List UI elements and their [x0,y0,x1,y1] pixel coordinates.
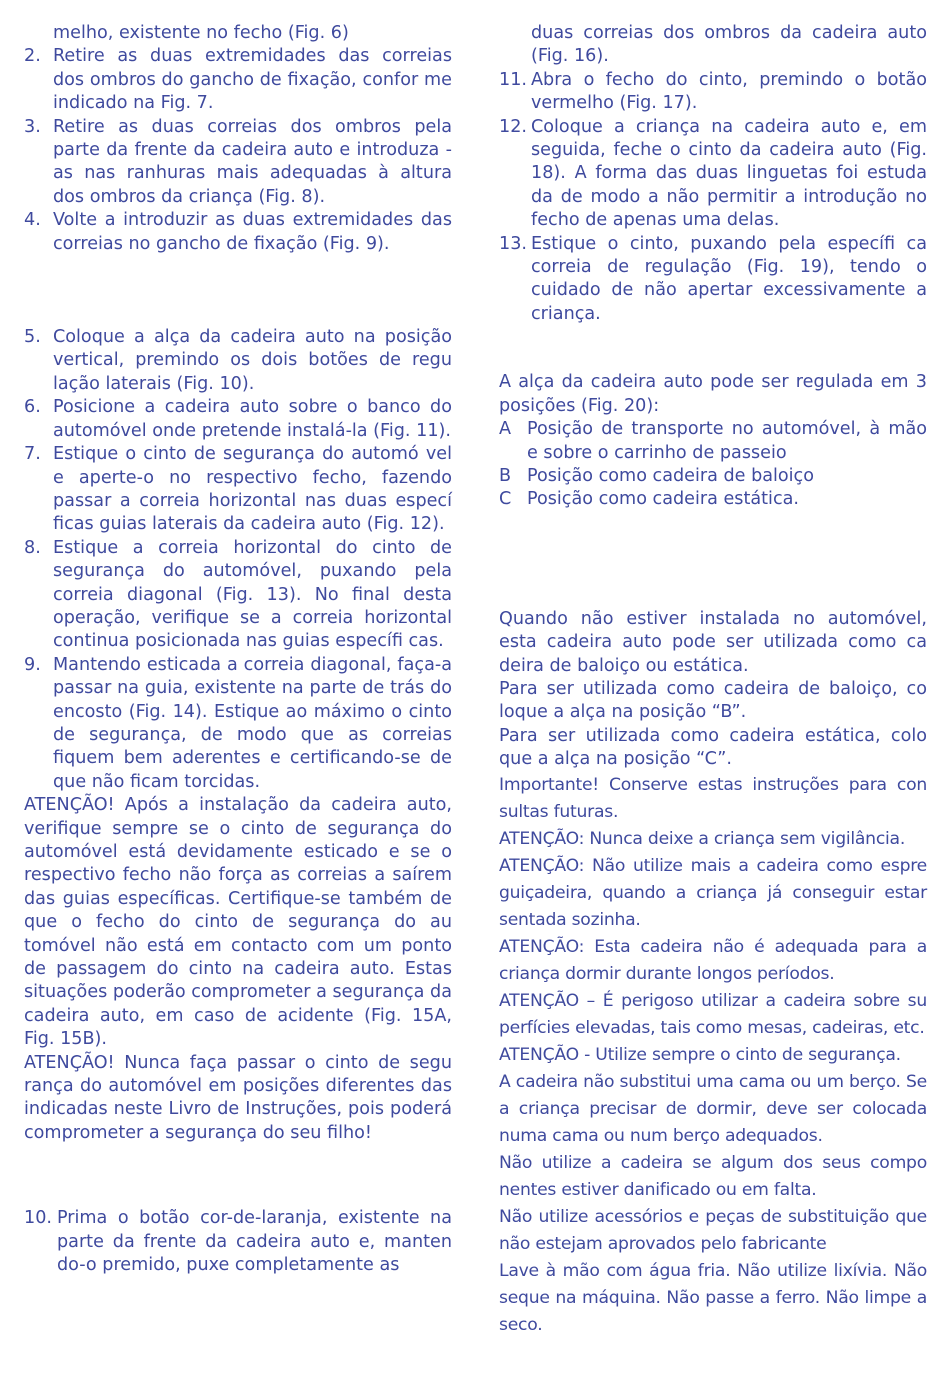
warning-paragraph: ATENÇÃO! Após a instalação da cadeira auto, verifique sempre se o cinto de segurança do automóvel está devidamente esticado e se o respectivo fecho não força as correias a saírem das guias específicas. Certifique-se também de que o fecho do cinto de segurança do au tomóvel não está em contacto com um ponto de passagem do cinto na cadeira auto. Estas situações poderão comprometer a segurança da cadeira auto, em caso de acidente (Fig. 15A, Fig. 15B). [24,795,452,1050]
list-item [24,1207,452,1277]
list-item [24,209,452,256]
list-item [24,45,452,115]
left-column [24,22,452,1278]
item-text: Prima o botão cor-de-laranja, existente na parte da frente da cadeira auto e, manten do-o premido, puxe completamente as [57,1208,452,1276]
item-text: Posicione a cadeira auto sobre o banco do automóvel onde pretende instalá-la (Fig. 11). [53,397,452,441]
item-number: 11. [499,69,527,90]
warning-line: ATENÇÃO: Nunca deixe a criança sem vigilância. [499,828,906,849]
item-text: Retire as duas correias dos ombros pela parte da frente da cadeira auto e introduza -as nas ranhuras mais adequadas à altura dos ombros da criança (Fig. 8). [53,116,452,207]
item-number: 2. [24,46,41,67]
item-text: Abra o fecho do cinto, premindo o botão vermelho (Fig. 17). [531,69,927,114]
warning-paragraph: ATENÇÃO! Nunca faça passar o cinto de segu rança do automóvel em posições diferentes das indicadas neste Livro de Instruções, pois poderá comprometer a segurança do seu filho! [24,1052,452,1143]
item-number: 10. [24,1208,52,1229]
item-number: 9. [24,654,41,675]
usage-paragraph: Para ser utilizada como cadeira de baloiço, co loque a alça na posição “B”. [499,678,927,723]
list-item [24,443,452,537]
continued-text: duas correias dos ombros da cadeira auto (Fig. 16). [531,23,927,67]
usage-paragraph: Para ser utilizada como cadeira estática, colo que a alça na posição “C”. [499,725,927,770]
position-item [499,465,927,488]
spacer [24,1145,452,1207]
position-text: Posição de transporte no automóvel, à mão e sobre o carrinho de passeio [527,419,927,463]
position-letter: B [499,465,512,486]
warning-line: Importante! Conserve estas instruções para con sultas futuras. [499,774,927,822]
spacer [499,512,927,608]
continued-text: melho, existente no fecho (Fig. 6) [53,23,349,43]
list-item [24,537,452,654]
position-item [499,488,927,511]
list-item [499,69,927,116]
item-text: Mantendo esticada a correia diagonal, faça-a passar na guia, existente na parte de trás do encosto (Fig. 14). Estique ao máximo o cinto de segurança, de modo que as correias fiquem bem aderentes e certificando-se de que não ficam torcidas. [53,654,452,792]
item-number: 5. [24,327,41,348]
list-item [24,654,452,794]
item-number: 13. [499,233,527,254]
warning-line: ATENÇÃO: Não utilize mais a cadeira como espre guiçadeira, quando a criança já conseguir estar sentada sozinha. [499,855,927,930]
list-item [499,116,927,233]
position-text: Posição como cadeira estática. [527,489,799,510]
list-item [24,116,452,210]
spacer [499,326,927,371]
item-text: Retire as duas extremidades das correias dos ombros do gancho de fixação, confor me indicado na Fig. 7. [53,46,452,114]
item-number: 7. [24,444,41,465]
warning-line: A cadeira não substitui uma cama ou um berço. Se a criança precisar de dormir, deve ser colocada numa cama ou num berço adequados. [499,1071,927,1146]
position-letter: C [499,489,512,510]
item-text: Coloque a alça da cadeira auto na posição vertical, premindo os dois botões de regu lação laterais (Fig. 10). [53,327,452,394]
item-text: Coloque a criança na cadeira auto e, em seguida, feche o cinto da cadeira auto (Fig. 18). A forma das duas linguetas foi estuda da de modo a não permitir a introdução no fecho de apenas uma delas. [531,116,927,231]
list-item [24,396,452,443]
item-number: 8. [24,537,41,558]
item-text: Estique o cinto, puxando pela específi ca correia de regulação (Fig. 19), tendo o cuidado de não apertar excessivamente a criança. [531,233,927,324]
list-item [24,326,452,396]
right-column [499,22,927,1339]
handle-intro: A alça da cadeira auto pode ser regulada em 3 posições (Fig. 20): [499,372,927,416]
item-number: 12. [499,116,527,137]
spacer [24,256,452,326]
list-item [499,233,927,327]
warning-line: ATENÇÃO – É perigoso utilizar a cadeira sobre su perfícies elevadas, tais como mesas, cadeiras, etc. [499,990,927,1038]
item-number: 3. [24,116,41,137]
warning-line: ATENÇÃO: Esta cadeira não é adequada para a criança dormir durante longos períodos. [499,936,927,984]
usage-paragraph: Quando não estiver instalada no automóvel, esta cadeira auto pode ser utilizada como ca deira de baloiço ou estática. [499,608,927,676]
warning-line: Não utilize a cadeira se algum dos seus compo nentes estiver danificado ou em falta. [499,1152,927,1200]
item-number: 4. [24,210,41,231]
warning-line: ATENÇÃO - Utilize sempre o cinto de segurança. [499,1044,901,1065]
warning-line: Não utilize acessórios e peças de substituição que não estejam aprovados pelo fabricante [499,1206,927,1254]
warning-line: Lave à mão com água fria. Não utilize lixívia. Não seque na máquina. Não passe a ferro. Não limpe a seco. [499,1260,927,1335]
item-text: Volte a introduzir as duas extremidades das correias no gancho de fixação (Fig. 9). [53,210,452,254]
item-text: Estique a correia horizontal do cinto de segurança do automóvel, puxando pela correia diagonal (Fig. 13). No final desta operação, verifique se a correia horizontal continua posicionada nas guias específi cas. [53,537,452,652]
position-text: Posição como cadeira de baloiço [527,465,814,486]
item-text: Estique o cinto de segurança do automó vel e aperte-o no respectivo fecho, fazendo passar a correia horizontal nas duas especí ficas guias laterais da cadeira auto (Fig. 12). [53,444,452,535]
item-number: 6. [24,397,41,418]
position-letter: A [499,419,512,440]
position-item [499,418,927,465]
